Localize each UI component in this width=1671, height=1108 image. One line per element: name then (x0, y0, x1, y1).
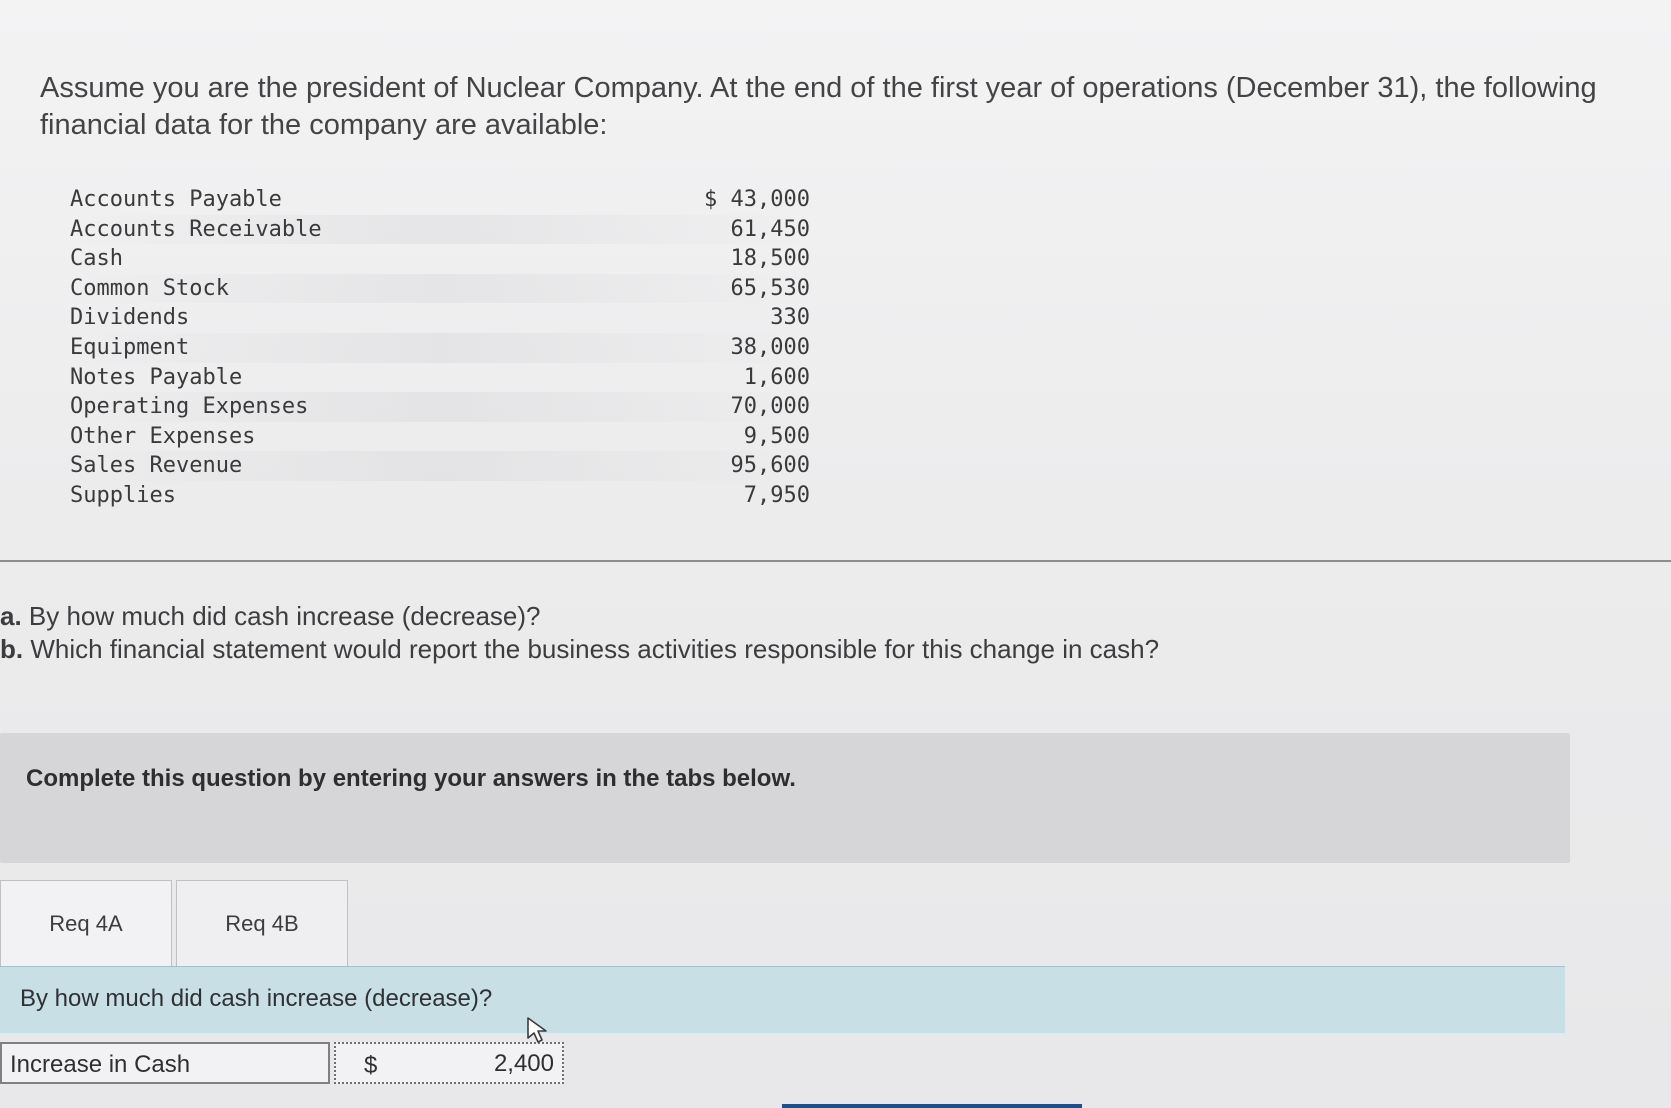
question-a (0, 600, 1500, 633)
financial-row (70, 333, 810, 363)
mouse-pointer-icon (526, 1016, 550, 1044)
financial-label: Equipment (70, 334, 190, 360)
financial-value: 95,600 (730, 453, 810, 479)
financial-label: Sales Revenue (70, 453, 243, 479)
financial-value: $ 43,000 (704, 187, 810, 212)
financial-label: Accounts Receivable (70, 216, 322, 242)
financial-value: 1,600 (743, 364, 810, 390)
financial-label: Operating Expenses (70, 394, 309, 420)
answer-input-cell[interactable] (334, 1042, 564, 1084)
active-question-text: By how much did cash increase (decrease)? (20, 985, 493, 1012)
financial-label: Notes Payable (70, 364, 243, 390)
financial-value: 65,530 (730, 275, 810, 301)
bottom-accent-bar (782, 1104, 1082, 1108)
question-b-text: Which financial statement would report the business activities responsible for this change in cash? (23, 634, 1160, 664)
question-a-prefix: a. (0, 601, 22, 631)
financial-row (70, 274, 810, 304)
financial-row (70, 303, 810, 333)
financial-label: Common Stock (70, 275, 229, 301)
question-a-text: By how much did cash increase (decrease)? (21, 601, 541, 631)
currency-symbol: $ (364, 1052, 378, 1079)
financial-label: Other Expenses (70, 423, 256, 449)
financial-row (70, 215, 810, 245)
financial-label: Supplies (70, 482, 176, 508)
financial-value: 330 (770, 305, 810, 331)
financial-row (70, 363, 810, 393)
question-b-prefix: b. (0, 634, 24, 664)
financial-value: 38,000 (730, 334, 810, 360)
tab-bar (0, 880, 352, 968)
question-b (0, 633, 1500, 666)
financial-label: Cash (70, 246, 123, 272)
financial-value: 18,500 (730, 246, 810, 272)
financial-value: 9,500 (743, 423, 810, 449)
financial-value: 70,000 (730, 394, 810, 420)
tab-req-4a[interactable] (0, 880, 172, 967)
answer-label: Increase in Cash (0, 1042, 330, 1084)
section-divider (0, 560, 1671, 562)
financial-row (70, 451, 810, 481)
financial-value: 7,950 (743, 482, 810, 508)
answer-row (0, 1040, 564, 1086)
financial-value: 61,450 (730, 216, 810, 242)
tab-req-4b-label: Req 4B (225, 911, 299, 936)
financial-label: Accounts Payable (70, 187, 282, 212)
financial-row (70, 392, 810, 422)
financial-label: Dividends (70, 305, 190, 331)
instruction-box (0, 733, 1570, 863)
financial-data-table (70, 185, 810, 511)
increase-in-cash-input[interactable] (392, 1048, 556, 1080)
question-list (0, 600, 1500, 666)
financial-row (70, 422, 810, 452)
tab-req-4a-label: Req 4A (49, 911, 123, 936)
financial-row (70, 185, 810, 215)
financial-row (70, 244, 810, 274)
intro-text: Assume you are the president of Nuclear Company. At the end of the first year of operations (December 31), the following financial data for the company are available: (40, 72, 1597, 141)
instruction-text: Complete this question by entering your answers in the tabs below. (26, 765, 796, 792)
financial-row (70, 481, 810, 511)
tab-req-4b[interactable] (176, 880, 348, 967)
active-question-banner (0, 966, 1565, 1033)
